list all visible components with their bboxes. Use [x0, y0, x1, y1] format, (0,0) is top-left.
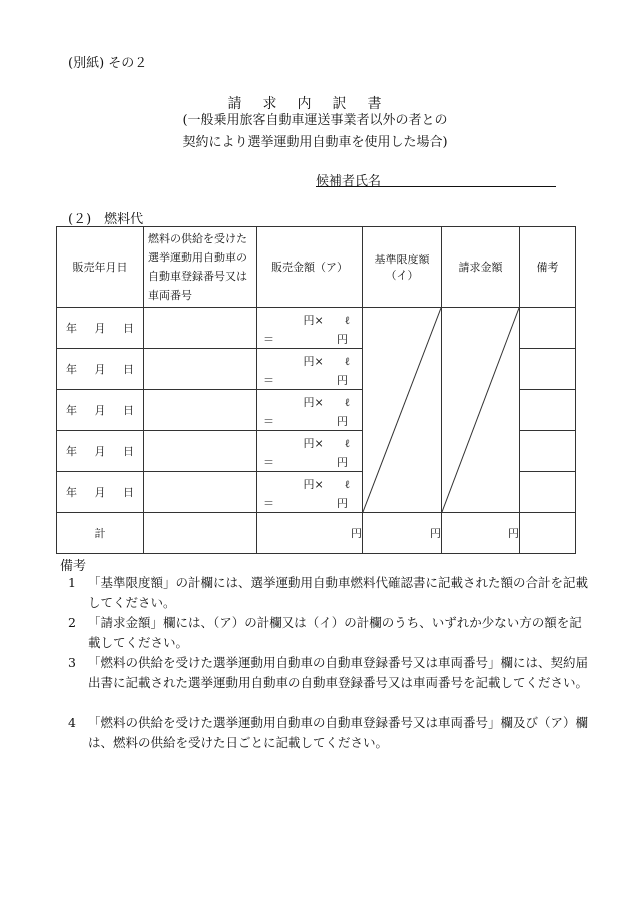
vehicle-number-cell[interactable]	[144, 308, 257, 349]
vehicle-number-cell[interactable]	[144, 472, 257, 513]
document-title: 請求内訳書	[227, 96, 403, 112]
sale-amount-cell[interactable]: 円× ℓ ＝ 円	[257, 308, 363, 349]
fuel-cost-table	[56, 226, 576, 554]
sale-date-cell[interactable]: 年 月 日	[57, 349, 144, 390]
remarks-cell[interactable]	[520, 472, 576, 513]
remarks-cell[interactable]	[520, 349, 576, 390]
sale-date-cell[interactable]: 年 月 日	[57, 308, 144, 349]
limit-amount-diagonal	[363, 308, 442, 513]
remarks-cell[interactable]	[520, 431, 576, 472]
candidate-name-field[interactable]	[316, 186, 556, 187]
sale-amount-cell[interactable]: 円× ℓ ＝ 円	[257, 472, 363, 513]
notes-title: 備考	[60, 559, 87, 574]
section-label: (２) 燃料代	[68, 212, 144, 227]
sale-amount-cell[interactable]: 円× ℓ ＝ 円	[257, 390, 363, 431]
sale-date-cell[interactable]: 年 月 日	[57, 431, 144, 472]
header-sale-amount: 販売金額（ア）	[257, 227, 363, 308]
total-label: 計	[57, 513, 144, 554]
total-row	[57, 513, 576, 554]
total-claim-amount[interactable]: 円	[442, 513, 520, 554]
header-limit-line-2: （イ）	[385, 269, 419, 282]
remarks-cell[interactable]	[520, 308, 576, 349]
header-remarks: 備考	[520, 227, 576, 308]
subtitle-line-2: 契約により選挙運動用自動車を使用した場合)	[182, 135, 448, 150]
total-limit-amount[interactable]: 円	[363, 513, 442, 554]
header-limit-amount	[363, 227, 442, 308]
remarks-cell[interactable]	[520, 390, 576, 431]
total-remarks-cell[interactable]	[520, 513, 576, 554]
sale-date-cell[interactable]: 年 月 日	[57, 390, 144, 431]
sale-amount-cell[interactable]: 円× ℓ ＝ 円	[257, 431, 363, 472]
total-sale-amount[interactable]: 円	[257, 513, 363, 554]
vehicle-number-cell[interactable]	[144, 431, 257, 472]
table-header-row	[57, 227, 576, 308]
annex-label: (別紙) その２	[68, 56, 148, 71]
vehicle-number-cell[interactable]	[144, 349, 257, 390]
header-vehicle-number: 燃料の供給を受けた選挙運動用自動車の自動車登録番号又は車両番号	[144, 227, 257, 308]
subtitle-line-1: (一般乗用旅客自動車運送事業者以外の者との	[182, 113, 448, 128]
document-subtitle	[0, 110, 630, 154]
vehicle-number-cell[interactable]	[144, 390, 257, 431]
candidate-name-label: 候補者氏名	[316, 174, 382, 189]
claim-amount-diagonal	[442, 308, 520, 513]
header-claim-amount: 請求金額	[442, 227, 520, 308]
header-limit-line-1: 基準限度額	[374, 253, 430, 266]
header-sale-date: 販売年月日	[57, 227, 144, 308]
total-vehicle-cell	[144, 513, 257, 554]
sale-amount-cell[interactable]: 円× ℓ ＝ 円	[257, 349, 363, 390]
sale-date-cell[interactable]: 年 月 日	[57, 472, 144, 513]
table-row	[57, 308, 576, 349]
